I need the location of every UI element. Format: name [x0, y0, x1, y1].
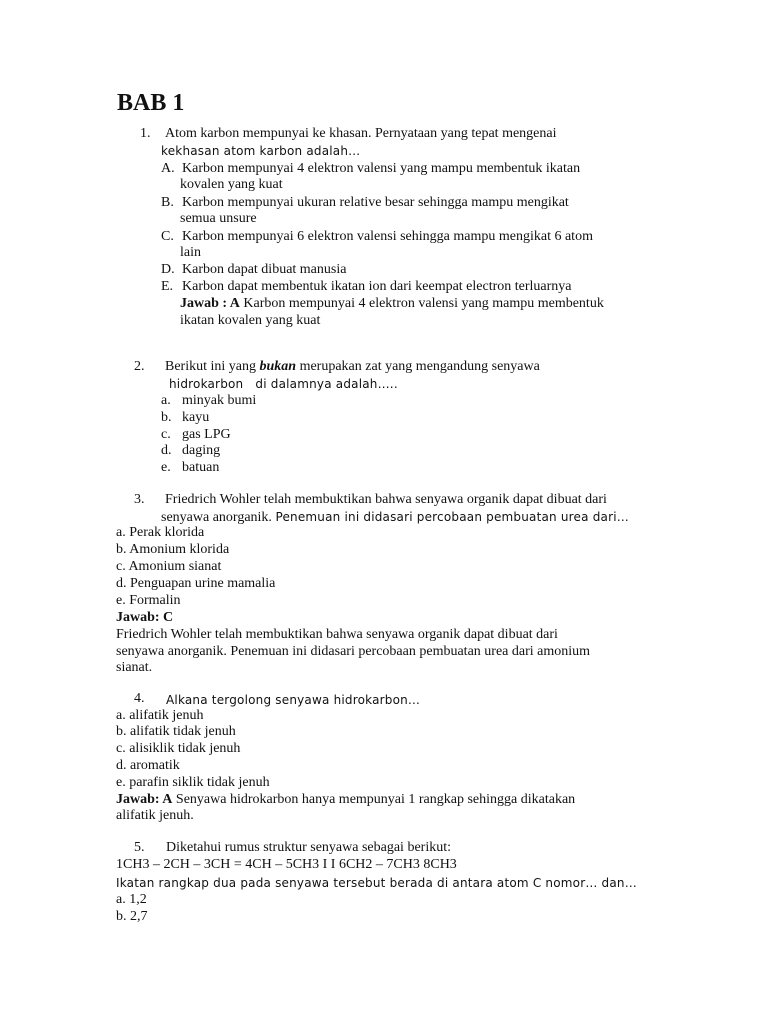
q3-stem-line2-a: senyawa anorganik.: [161, 510, 272, 525]
q1-option-a-line2: kovalen yang kuat: [180, 177, 283, 192]
q2-option-c-text: gas LPG: [182, 427, 231, 442]
q1-option-a-line1: Karbon mempunyai 4 elektron valensi yang mampu membentuk ikatan: [182, 161, 581, 176]
q1-option-c-line2: lain: [180, 245, 201, 260]
q1-option-c-label: C.: [161, 229, 174, 244]
q5-number: 5.: [134, 840, 145, 855]
q3-stem-line1: Friedrich Wohler telah membuktikan bahwa senyawa organik dapat dibuat dari: [165, 492, 607, 507]
q2-option-d-label: d.: [161, 443, 172, 458]
q2-stem-line2: hidrokarbon di dalamnya adalah…..: [169, 377, 398, 391]
page-title: BAB 1: [117, 90, 185, 116]
q3-number: 3.: [134, 492, 145, 507]
q2-number: 2.: [134, 359, 145, 374]
q2-option-e-label: e.: [161, 460, 171, 475]
q1-stem-line2: kekhasan atom karbon adalah…: [161, 144, 361, 158]
q4-option-d: d. aromatik: [116, 758, 180, 773]
q1-option-c-line1: Karbon mempunyai 6 elektron valensi sehingga mampu mengikat 6 atom: [182, 229, 593, 244]
q4-number: 4.: [134, 691, 145, 706]
q3-answer: Jawab: C: [116, 610, 174, 625]
q5-option-a: a. 1,2: [116, 892, 147, 907]
q3-option-a: a. Perak klorida: [116, 525, 205, 540]
q4-answer-text: Senyawa hidrokarbon hanya mempunyai 1 rangkap sehingga dikatakan: [175, 792, 576, 807]
q2-stem-emphasis: bukan: [259, 359, 297, 374]
q5-question: Ikatan rangkap dua pada senyawa tersebut berada di antara atom C nomor… dan…: [116, 876, 637, 890]
q3-option-d: d. Penguapan urine mamalia: [116, 576, 276, 591]
q5-stem-line1: Diketahui rumus struktur senyawa sebagai berikut:: [166, 840, 451, 855]
q2-option-a-text: minyak bumi: [182, 393, 257, 408]
q3-stem-line2: [161, 509, 629, 526]
q5-formula: 1CH3 – 2CH – 3CH = 4CH – 5CH3 I I 6CH2 – 7CH3 8CH3: [116, 857, 457, 872]
q1-option-b-line1: Karbon mempunyai ukuran relative besar sehingga mampu mengikat: [182, 195, 569, 210]
q5-option-b: b. 2,7: [116, 909, 148, 924]
q2-stem-pre: Berikut ini yang: [165, 359, 256, 374]
q1-answer-text: Karbon mempunyai 4 elektron valensi yang mampu membentuk: [243, 296, 604, 311]
q1-answer-line2: ikatan kovalen yang kuat: [180, 313, 321, 328]
q3-explanation-line1: Friedrich Wohler telah membuktikan bahwa senyawa organik dapat dibuat dari: [116, 627, 558, 642]
q4-option-e: e. parafin siklik tidak jenuh: [116, 775, 270, 790]
q4-answer-line2: alifatik jenuh.: [116, 808, 194, 823]
q2-option-c-label: c.: [161, 427, 171, 442]
q2-option-e-text: batuan: [182, 460, 220, 475]
q1-stem-line1: Atom karbon mempunyai ke khasan. Pernyataan yang tepat mengenai: [165, 126, 557, 141]
q1-option-e-line1: Karbon dapat membentuk ikatan ion dari keempat electron terluarnya: [182, 279, 572, 294]
q2-option-b-text: kayu: [182, 410, 210, 425]
q4-option-a: a. alifatik jenuh: [116, 708, 204, 723]
q4-answer-label: Jawab: A: [116, 792, 173, 807]
q1-option-d-line1: Karbon dapat dibuat manusia: [182, 262, 347, 277]
q4-option-c: c. alisiklik tidak jenuh: [116, 741, 241, 756]
q1-option-e-label: E.: [161, 279, 174, 294]
q4-stem: Alkana tergolong senyawa hidrokarbon…: [166, 693, 421, 707]
q1-option-a-label: A.: [161, 161, 175, 176]
q3-explanation-line2: senyawa anorganik. Penemuan ini didasari percobaan pembuatan urea dari amonium: [116, 644, 591, 659]
q3-explanation-line3: sianat.: [116, 660, 153, 675]
q1-number: 1.: [140, 126, 151, 141]
q3-option-b: b. Amonium klorida: [116, 542, 230, 557]
q1-option-b-label: B.: [161, 195, 174, 210]
q3-stem-line2-b: Penemuan ini didasari percobaan pembuatan urea dari…: [275, 510, 629, 524]
q2-stem-line1: [165, 359, 540, 375]
q2-option-b-label: b.: [161, 410, 172, 425]
q1-option-d-label: D.: [161, 262, 175, 277]
q4-answer: [116, 792, 575, 808]
q1-answer: [180, 296, 604, 312]
q2-stem-post: merupakan zat yang mengandung senyawa: [299, 359, 540, 374]
q1-answer-label: Jawab : A: [180, 296, 240, 311]
q2-option-a-label: a.: [161, 393, 171, 408]
q3-option-c: c. Amonium sianat: [116, 559, 222, 574]
q2-option-d-text: daging: [182, 443, 221, 458]
q4-option-b: b. alifatik tidak jenuh: [116, 724, 236, 739]
q3-option-e: e. Formalin: [116, 593, 181, 608]
q1-option-b-line2: semua unsure: [180, 211, 257, 226]
